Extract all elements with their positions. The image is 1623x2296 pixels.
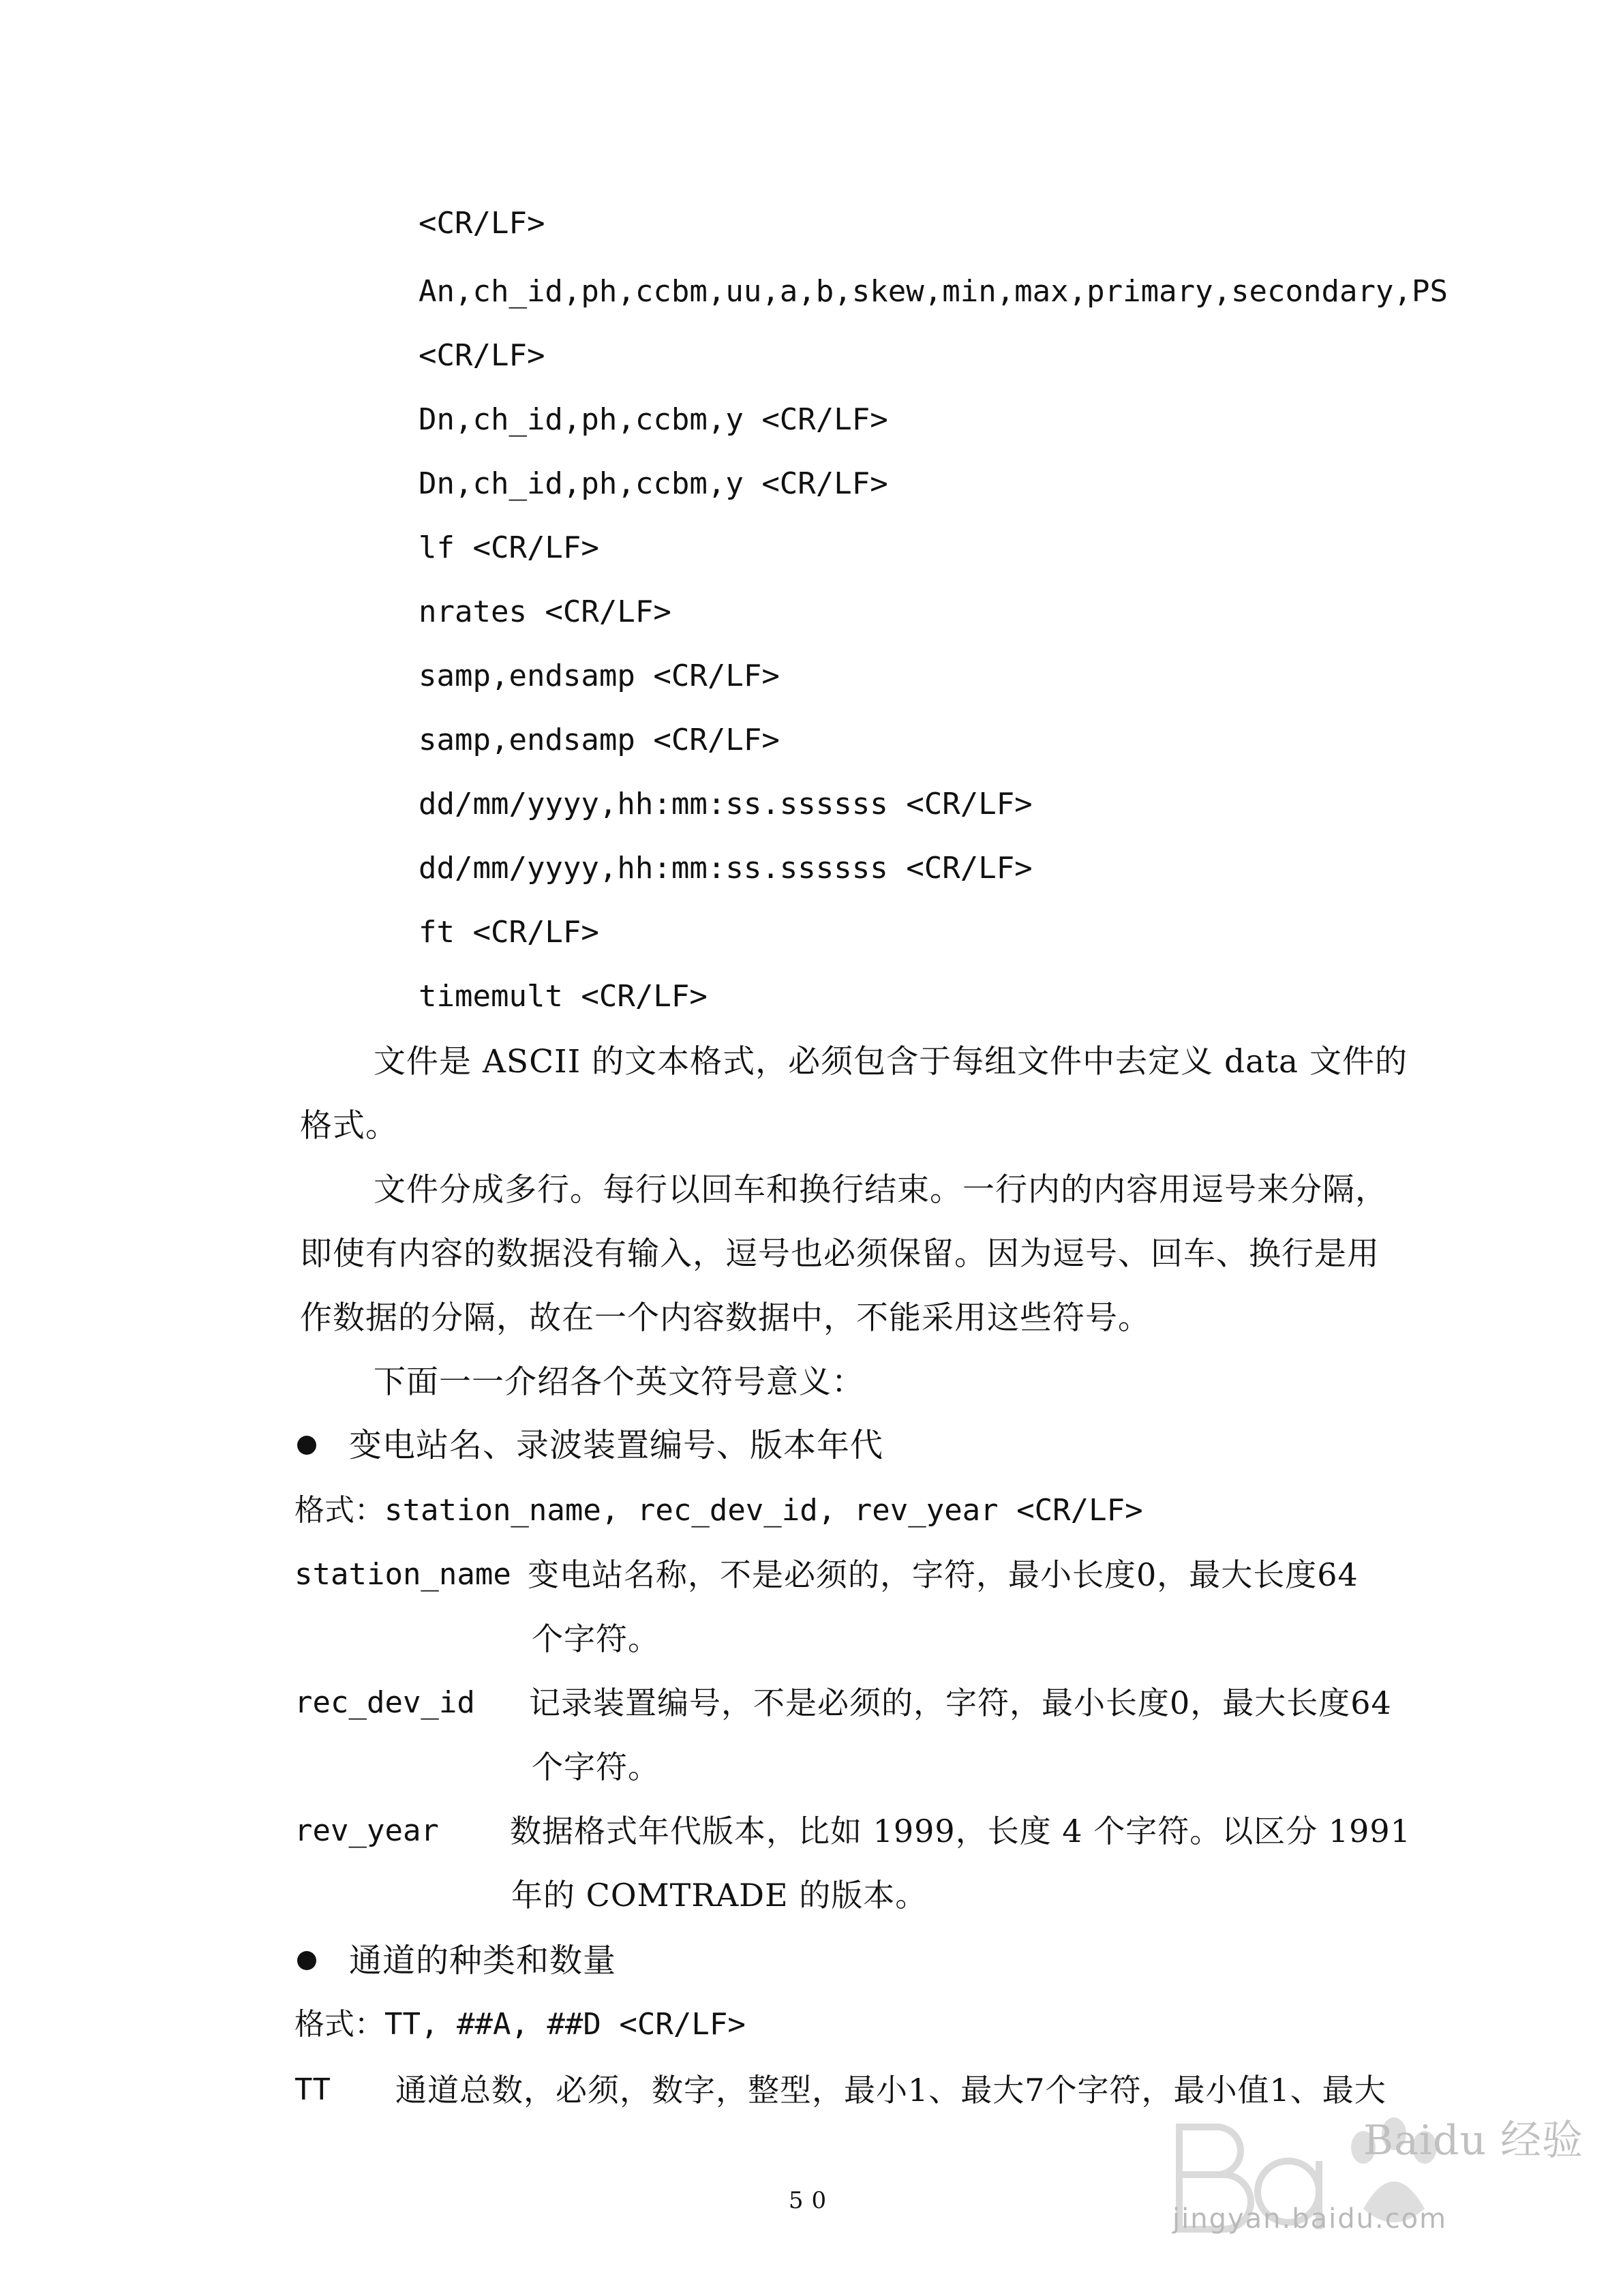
code-line: <CR/LF>	[419, 206, 545, 241]
watermark-brand: Baidu 经验	[1363, 2117, 1584, 2164]
code-line: Dn,ch_id,ph,ccbm,y <CR/LF>	[419, 466, 888, 501]
field-term: rev_year	[294, 1813, 439, 1848]
code-line: An,ch_id,ph,ccbm,uu,a,b,skew,min,max,primary,secondary,PS	[419, 274, 1448, 309]
code-line: <CR/LF>	[419, 338, 545, 373]
code-line: samp,endsamp <CR/LF>	[419, 723, 780, 757]
field-description: 变电站名称，不是必须的，字符，最小长度0，最大长度64	[528, 1556, 1359, 1593]
field-term: rec_dev_id	[294, 1685, 475, 1720]
code-line: dd/mm/yyyy,hh:mm:ss.ssssss <CR/LF>	[419, 851, 1033, 886]
section-heading: 通道的种类和数量	[349, 1942, 617, 1980]
paragraph-line: 文件分成多行。每行以回车和换行结束。一行内的内容用逗号来分隔，	[374, 1171, 1388, 1209]
field-description: 个字符。	[532, 1620, 660, 1657]
watermark-url: jingyan.baidu.com	[1172, 2203, 1448, 2235]
field-description: 记录装置编号，不是必须的，字符，最小长度0，最大长度64	[529, 1685, 1392, 1721]
field-term: station_name	[294, 1557, 511, 1592]
code-line: lf <CR/LF>	[419, 530, 599, 565]
field-description: 年的 COMTRADE 的版本。	[511, 1877, 928, 1914]
bullet-icon	[297, 1951, 316, 1970]
page-number: 50	[788, 2187, 835, 2214]
bullet-icon	[297, 1436, 316, 1455]
format-line: 格式：TT, ##A, ##D <CR/LF>	[294, 2007, 746, 2042]
code-line: Dn,ch_id,ph,ccbm,y <CR/LF>	[419, 402, 888, 437]
field-description: 数据格式年代版本，比如 1999，长度 4 个字符。以区分 1991	[510, 1813, 1411, 1849]
paragraph-line: 作数据的分隔，故在一个内容数据中，不能采用这些符号。	[300, 1299, 1151, 1337]
code-line: dd/mm/yyyy,hh:mm:ss.ssssss <CR/LF>	[419, 787, 1033, 821]
field-term: TT	[294, 2072, 331, 2107]
field-description: 通道总数，必须，数字，整型，最小1、最大7个字符，最小值1、最大	[395, 2072, 1386, 2109]
section-heading: 变电站名、录波装置编号、版本年代	[349, 1426, 884, 1464]
paragraph-line: 格式。	[300, 1107, 398, 1145]
code-line: ft <CR/LF>	[419, 915, 599, 950]
field-description: 个字符。	[532, 1749, 660, 1785]
format-line: 格式：station_name, rec_dev_id, rev_year <CR/LF>	[294, 1493, 1143, 1528]
code-line: nrates <CR/LF>	[419, 594, 671, 629]
code-line: samp,endsamp <CR/LF>	[419, 659, 780, 693]
paragraph-line: 即使有内容的数据没有输入，逗号也必须保留。因为逗号、回车、换行是用	[300, 1235, 1380, 1273]
paragraph-line: 文件是 ASCII 的文本格式，必须包含于每组文件中去定义 data 文件的	[374, 1043, 1408, 1081]
paragraph-line: 下面一一介绍各个英文符号意义：	[374, 1363, 864, 1401]
code-line: timemult <CR/LF>	[419, 979, 708, 1014]
